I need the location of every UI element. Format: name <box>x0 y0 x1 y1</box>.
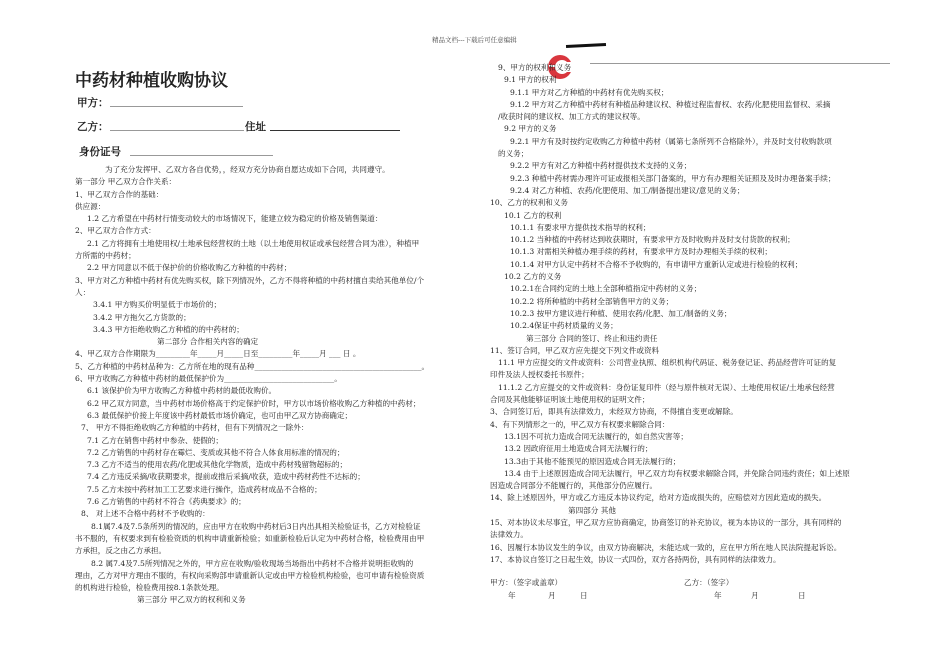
paragraph-line: 人： <box>75 287 91 297</box>
paragraph-line: 9.1 甲方的权利 <box>504 75 557 85</box>
left-column-body <box>75 164 429 607</box>
paragraph-line: 第三部分 甲乙双方的权利和义务 <box>137 595 246 605</box>
paragraph-line: 书不服的，有权要求到有检验资质的机构申请重新检验；如重新检验后认定为中药材合格，检验费用由甲 <box>75 533 425 543</box>
paragraph-line: 10.1.3 对需相关种植办理手续的药材，有要求甲方及时办理相关手续的权利； <box>510 247 772 257</box>
paragraph-line: 6.3 最低保护价接上年度该中药材最低市场价确定，也可由甲乙双方协商确定； <box>87 410 353 420</box>
paragraph-line: 10.1.2 当种植的中药材达到收获期时，有要求甲方及时收购并及时支付货款的权利； <box>510 235 795 245</box>
paragraph-line: 13.4 由于上述原因造成合同无法履行，甲乙双方均有权要求解除合同，并免除合同违约责任；如上述原 <box>504 468 850 478</box>
paragraph-line: 供应源： <box>75 201 106 211</box>
paragraph-line: 2.2 甲方同意以不低于保护价的价格收购乙方种植的中药材； <box>87 263 292 273</box>
paragraph-line: 9.2.2 甲方有对乙方种植中药材提供技术支持的义务； <box>510 161 692 171</box>
paragraph-line: 印件及法人授权委托书原件； <box>490 370 589 380</box>
paragraph-line: 因造成合同部分不能履行的，其他部分仍应履行。 <box>490 481 658 491</box>
signature-a: 甲方：（签字或盖章） <box>490 578 563 587</box>
paragraph-line: 方所需的中药材； <box>75 251 136 261</box>
paragraph-line: 10.2.1在合同约定的土地上全部种植指定中药材的义务； <box>510 284 702 294</box>
paragraph-line: 10.2.4保证中药材质量的义务； <box>510 321 618 331</box>
paragraph-line: 10.2.2 将所种植的中药材全部销售甲方的义务； <box>510 296 674 306</box>
date-b-year: 年 <box>714 591 722 600</box>
party-b-field[interactable] <box>110 130 244 131</box>
paragraph-line: 16、因履行本协议发生的争议，由双方协商解决，未能达成一致的，应在甲方所在地人民法院提起诉讼。 <box>490 542 842 552</box>
paragraph-line: 方承担，反之由乙方承担。 <box>75 546 167 556</box>
paragraph-line: 7.1 乙方在销售中药材中参杂、使假的； <box>87 435 223 445</box>
paragraph-line: 的机构进行检验，检验费用按8.1条款处理。 <box>75 583 224 593</box>
address-label: 住址 <box>245 121 266 133</box>
paragraph-line: 7、 甲方不得拒绝收购乙方种植的中药材，但有下列情况之一除外： <box>81 423 309 433</box>
paragraph-line: 3.4.1 甲方购买价明显低于市场价的； <box>93 300 222 310</box>
paragraph-line: 10.1.1 有要求甲方提供技术指导的权利； <box>510 222 651 232</box>
paragraph-line: 17、本协议自签订之日起生效，协议一式四份，双方各持两份，具有同样的法律效力。 <box>490 554 781 564</box>
paragraph-line: 13.2 因政府征用土地造成合同无法履行的； <box>504 444 653 454</box>
paragraph-line: 的义务； <box>498 149 529 159</box>
id-label: 身份证号 <box>79 146 121 158</box>
paragraph-line: 9.2.4 对乙方种植、农药/化肥使用、加工/制备提出建议/意见的义务； <box>510 185 745 195</box>
party-b-label: 乙方： <box>77 121 109 133</box>
id-field[interactable] <box>130 155 273 156</box>
paragraph-line: 法律效力。 <box>490 530 528 540</box>
paragraph-line: 11、签订合同，甲乙双方应先提交下列文件或资料 <box>490 345 660 355</box>
paragraph-line: 3.4.2 甲方拖欠乙方货款的； <box>93 312 191 322</box>
paragraph-line: 10.1.4 对甲方认定中药材不合格不予收购的，有申请甲方重新认定或进行检验的权利； <box>510 259 803 269</box>
paragraph-line: 6.1 该保护价为甲方收购乙方种植中药材的最低收购价。 <box>87 386 277 396</box>
date-b-month: 月 <box>751 591 759 600</box>
paragraph-line: 第二部分 合作相关内容的确定 <box>157 337 259 347</box>
date-b-day: 日 <box>798 591 806 600</box>
paragraph-line: 11.1 甲方应提交的文件或资料：公司营业执照、组织机构代码证、税务登记证、药品经营许可证的复 <box>498 358 837 368</box>
paragraph-line: 5、乙方种植的中药材品种为：乙方所在地的现有品种____________________________________________。 <box>75 361 430 371</box>
header-bar <box>566 43 606 48</box>
paragraph-line: 理由，乙方对甲方理由不服的，有权向采购部申请重新认定或由甲方检验机构检验，也可申请有检验资质 <box>75 570 425 580</box>
signature-b: 乙方：（签字） <box>684 578 734 587</box>
paragraph-line: 10.2 乙方的义务 <box>504 272 562 282</box>
paragraph-line: 第四部分 其他 <box>568 505 616 515</box>
date-a-day: 日 <box>580 591 588 600</box>
header-note: 精品文档---下载后可任意编辑 <box>432 36 517 44</box>
paragraph-line: 为了充分发挥甲、乙双方各自优势，，经双方充分协商自愿达成如下合同，共同遵守。 <box>105 165 390 174</box>
paragraph-line: 1、甲乙双方合作的基础： <box>75 189 164 199</box>
paragraph-line: 9.1.2 甲方对乙方种植中药材有种植品种建议权、种植过程监督权、农药/化肥使用监督权、采摘 <box>510 99 831 109</box>
paragraph-line: 13.3由于其他不能预见的原因造成合同无法履行的； <box>504 456 681 466</box>
paragraph-line: 2、甲乙双方合作方式： <box>75 226 156 236</box>
paragraph-line: 9.2.3 种植中药材需办理许可证或报相关部门备案的，甲方有办理相关证照及及时办理备案手续； <box>510 173 836 183</box>
paragraph-line: 9.2.1 甲方有及时按约定收购乙方种植中药材（属第七条所列不合格除外），并及时支付收购款项 <box>510 136 832 146</box>
paragraph-line: 8.2 属7.4及7.5所列情况之外的，甲方应在收购/验收现场当场指出中药材不合格并说明拒收购的 <box>91 558 414 568</box>
date-a-year: 年 <box>508 591 516 600</box>
paragraph-line: /收获时间的建议权、加工方式的建议权等。 <box>498 112 645 122</box>
paragraph-line: 8、 对上述不合格中药材不予收购的： <box>81 509 210 519</box>
paragraph-line: 9.1.1 甲方对乙方种植的中药材有优先购买权； <box>510 87 669 97</box>
paragraph-line: 10.2.3 按甲方建议进行种植、使用农药/化肥、加工/制备的义务； <box>510 308 732 318</box>
paragraph-line: 4、甲乙双方合作期限为_________年_____月_____日至_________年_____月 ___ 日 。 <box>75 349 361 359</box>
paragraph-line: 7.6 乙方销售的中药材不符合《药典要求》的； <box>87 497 246 507</box>
paragraph-line: 7.2 乙方销售的中药材存在霉烂、变质或其他不符合人体食用标准的情况的； <box>87 447 345 457</box>
paragraph-line: 13.1因不可抗力造成合同无法履行的，如自然灾害等； <box>504 431 688 441</box>
paragraph-line: 4、有下列情形之一的，甲乙双方有权要求解除合同： <box>490 419 670 429</box>
paragraph-line: 合同及其他能够证明该土地使用权的证明文件； <box>490 395 650 405</box>
paragraph-line: 10、乙方的权利和义务 <box>490 198 569 208</box>
paragraph-line: 7.4 乙方违反采摘/收获期要求，提前或推后采摘/收获，造成中药材药性不达标的； <box>87 472 365 482</box>
address-field[interactable] <box>270 130 400 131</box>
paragraph-line: 6、甲方收购乙方种植中药材的最低保护价为_____________________________。 <box>75 374 342 384</box>
right-column-body <box>490 62 850 566</box>
party-a-field[interactable] <box>110 106 243 107</box>
paragraph-line: 8.1属7.4及7.5条所列的情况的，应由甲方在收购中药材后3日内出具相关检验证书，乙方对检验证 <box>91 521 421 531</box>
paragraph-line: 15、对本协议未尽事宜，甲乙双方应协商确定，协商签订的补充协议，视为本协议的一部分，具有同样的 <box>490 517 842 527</box>
date-a-month: 月 <box>548 591 556 600</box>
paragraph-line: 1.2 乙方希望在中药材行情变动较大的市场情况下，能建立较为稳定的价格及销售渠道： <box>87 214 383 224</box>
paragraph-line: 6.2 甲乙双方同意，当中药材市场价格高于约定保护价时，甲方以市场价格收购乙方种植的中药材； <box>87 398 421 408</box>
paragraph-line: 3、甲方对乙方种植中药材有优先购买权，除下列情况外，乙方不得将种植的中药材擅自卖给其他单位/个 <box>75 275 425 285</box>
paragraph-line: 第一部分 甲乙双方合作关系： <box>75 177 177 187</box>
document-title: 中药材种植收购协议 <box>75 71 228 91</box>
paragraph-line: 9.2 甲方的义务 <box>504 124 557 134</box>
party-a-label: 甲方： <box>77 97 109 109</box>
paragraph-line: 3、合同签订后，即具有法律效力，未经双方协商，不得擅自变更或解除。 <box>490 407 738 417</box>
paragraph-line: 7.5 乙方未按中药材加工工艺要求进行操作，造成药材成品不合格的； <box>87 484 322 494</box>
paragraph-line: 9、甲方的权利和义务 <box>498 63 572 72</box>
paragraph-line: 3.4.3 甲方拒绝收购乙方种植的的中药材的； <box>93 324 244 334</box>
paragraph-line: 第三部分 合同的签订、终止和违约责任 <box>526 333 658 343</box>
paragraph-line: 10.1 乙方的权利 <box>504 210 562 220</box>
paragraph-line: 7.3 乙方不适当的使用农药/化肥或其他化学物质，造成中药材残留物超标的； <box>87 460 348 470</box>
paragraph-line: 11.1.2 乙方应提交的文件或资料：身份证复印件（经与原件核对无误）、土地使用权证/土地承包经营 <box>498 382 835 392</box>
paragraph-line: 14、除上述原因外，甲方或乙方违反本协议约定，给对方造成损失的，应赔偿对方因此造成的损失。 <box>490 493 827 503</box>
paragraph-line: 2.1 乙方将拥有土地使用权/土地承包经营权的土地（以土地使用权证或承包经营合同为准），种植甲 <box>87 238 420 248</box>
